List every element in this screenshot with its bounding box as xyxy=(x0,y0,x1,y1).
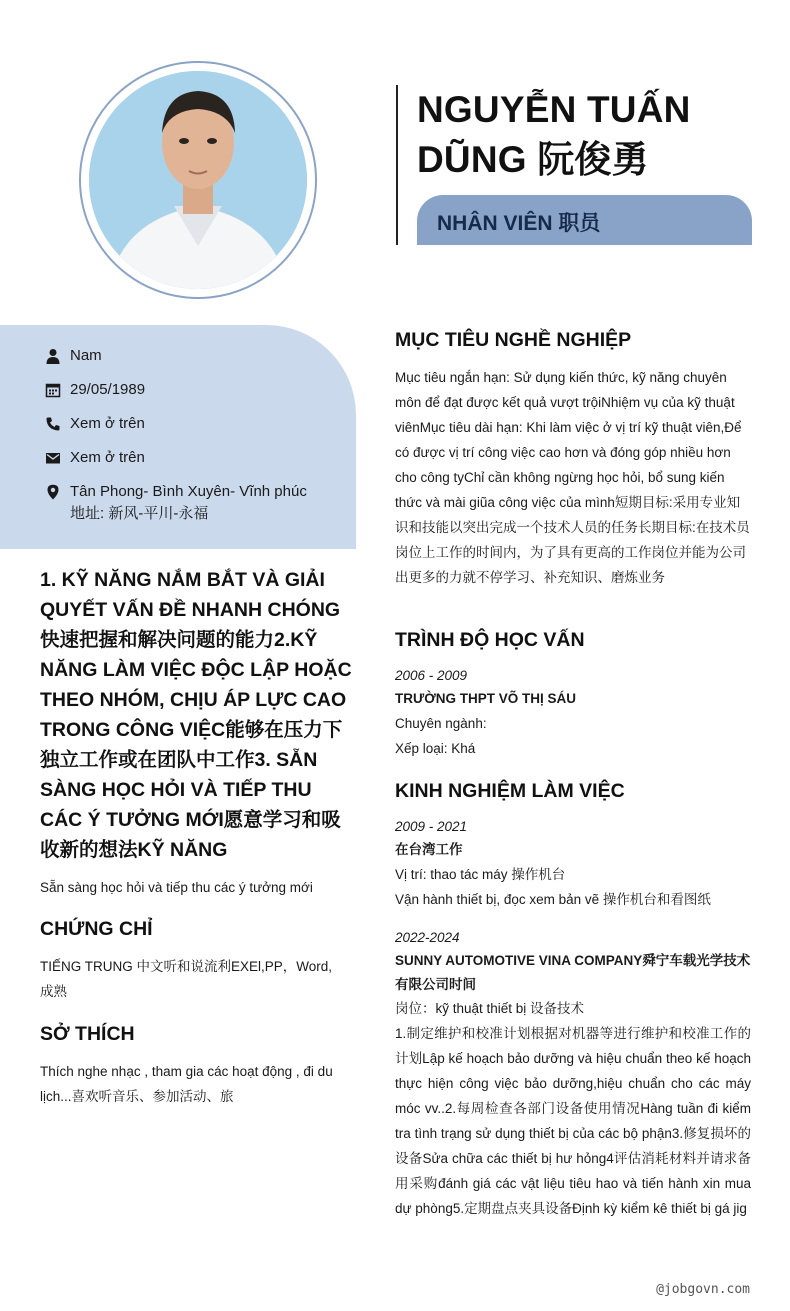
gender-value: Nam xyxy=(70,347,102,364)
profile-photo-frame xyxy=(79,61,317,299)
certificates-heading: CHỨNG CHỈ xyxy=(40,918,153,940)
job-2-position: 岗位：kỹ thuật thiết bị 设备技术 xyxy=(395,1001,585,1016)
phone-value: Xem ở trên xyxy=(70,415,145,432)
skills-heading: 1. KỸ NĂNG NẮM BẮT VÀ GIẢI QUYẾT VẤN ĐỀ NHANH CHÓNG快速把握和解决问题的能力2.KỸ NĂNG LÀM VIỆC ĐỘC LẬP HOẶC THEO NHÓM, CHỊU ÁP LỰC CAO TRONG CÔNG VIỆC能够在压力下独立工作或在团队中工作3. SẴN SÀNG HỌC HỎI VÀ TIẾP THU CÁC Ý TƯỞNG MỚI愿意学习和吸收新的想法KỸ NĂNG xyxy=(40,569,352,861)
info-birthdate xyxy=(44,379,310,401)
job-2-description: 1.制定维护和校准计划根据对机器等进行维护和校准工作的计划Lập kế hoạch bảo dưỡng và hiệu chuẩn theo kế hoạch thực hiện công việc bảo dưỡng,hiệu chuẩn cho các máy móc vv..2.每周检查各部门设备使用情况Hàng tuần đi kiểm tra tình trạng sử dụng thiết bị của các bộ phận3.修复损坏的设备Sửa chữa các thiết bị hư hỏng4评估消耗材料并请求备用采购đánh giá các vật liệu tiêu hao và tiến hành xin mua dự phòng5.定期盘点夹具设备Định kỳ kiểm kê thiết bị gá jig xyxy=(395,1026,751,1216)
job-1-company: 在台湾工作 xyxy=(395,842,463,857)
info-email xyxy=(44,447,310,469)
job-1-description: Vận hành thiết bị, đọc xem bản vẽ 操作机台和看图纸 xyxy=(395,892,711,907)
name-block xyxy=(396,85,756,245)
info-address xyxy=(44,481,310,525)
education-major: Chuyên ngành: xyxy=(395,716,487,731)
birthdate-value: 29/05/1989 xyxy=(70,381,146,398)
candidate-name: NGUYỄN TUẤN DŨNG 阮俊勇 xyxy=(417,89,691,180)
job-2-company: SUNNY AUTOMOTIVE VINA COMPANY舜宁车载光学技术有限公司时间 xyxy=(395,953,751,992)
mail-icon xyxy=(44,449,61,466)
calendar-icon xyxy=(44,381,61,398)
education-period: 2006 - 2009 xyxy=(395,668,468,683)
education-heading: TRÌNH ĐỘ HỌC VẤN xyxy=(395,629,585,651)
job-1-position: Vị trí: thao tác máy 操作机台 xyxy=(395,867,566,882)
footer-watermark: @jobgovn.com xyxy=(656,1282,750,1297)
skills-text: Sẵn sàng học hỏi và tiếp thu các ý tưởng mới xyxy=(40,880,313,895)
hobbies-text: Thích nghe nhạc , tham gia các hoạt động , đi du lịch...喜欢听音乐、参加活动、旅 xyxy=(40,1064,333,1104)
experience-heading: KINH NGHIỆM LÀM VIỆC xyxy=(395,780,625,802)
certificates-text: TIẾNG TRUNG 中文听和说流利EXEl,PP，Word,成熟 xyxy=(40,959,333,999)
email-value: Xem ở trên xyxy=(70,449,145,466)
job-title: NHÂN VIÊN 职员 xyxy=(437,212,601,235)
location-pin-icon xyxy=(44,483,61,500)
phone-icon xyxy=(44,415,61,432)
objective-text: Mục tiêu ngắn hạn: Sử dụng kiến thức, kỹ năng chuyên môn để đạt được kết quả vượt trộiNhiệm vụ của kỹ thuật viênMục tiêu dài hạn: Khi làm việc ở vị trí kỹ thuật viên,Để có được vị trí công việc cao hơn và đóng góp nhiều hơn cho công tyChỉ cần không ngừng học hỏi, bổ sung kiến thức và mài giũa công việc của mình短期目标:采用专业知识和技能以突出完成一个技术人员的任务长期目标:在技术员岗位上工作的时间内，为了具有更高的工作岗位并能为公司出更多的力就不停学习、补充知识、磨炼业务 xyxy=(395,370,750,585)
education-school: TRƯỜNG THPT VÕ THỊ SÁU xyxy=(395,691,576,706)
profile-photo xyxy=(89,71,307,289)
info-phone xyxy=(44,413,310,435)
job-title-badge xyxy=(417,195,752,245)
person-icon xyxy=(44,347,61,364)
job-2-period: 2022-2024 xyxy=(395,930,460,945)
info-gender xyxy=(44,345,310,367)
address-value: Tân Phong- Bình Xuyên- Vĩnh phúc 地址: 新风-平川-永福 xyxy=(70,483,307,522)
hobbies-heading: SỞ THÍCH xyxy=(40,1023,135,1045)
education-rank: Xếp loại: Khá xyxy=(395,741,476,756)
objective-heading: MỤC TIÊU NGHỀ NGHIỆP xyxy=(395,329,632,351)
job-1-period: 2009 - 2021 xyxy=(395,819,468,834)
